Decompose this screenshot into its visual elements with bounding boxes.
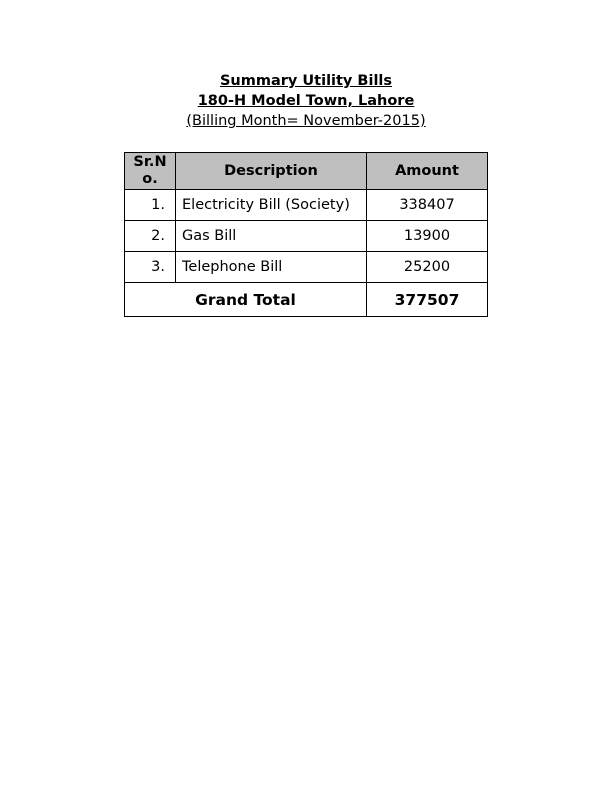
table-header-row: [125, 153, 488, 190]
row-amount: 13900: [367, 221, 488, 252]
utility-bills-table: [124, 152, 488, 317]
grand-total-label: Grand Total: [125, 283, 367, 317]
address-line: 180-H Model Town, Lahore: [197, 93, 415, 109]
document-header: [0, 71, 612, 131]
row-description: Telephone Bill: [176, 252, 367, 283]
column-header-description: Description: [176, 153, 367, 190]
table-row: [125, 190, 488, 221]
grand-total-row: [125, 283, 488, 317]
column-header-amount: Amount: [367, 153, 488, 190]
row-amount: 338407: [367, 190, 488, 221]
table-row: [125, 221, 488, 252]
document-title: Summary Utility Bills: [219, 73, 393, 89]
row-sr-no: 3.: [125, 252, 176, 283]
row-sr-no: 1.: [125, 190, 176, 221]
row-description: Gas Bill: [176, 221, 367, 252]
row-description: Electricity Bill (Society): [176, 190, 367, 221]
table-row: [125, 252, 488, 283]
grand-total-amount: 377507: [367, 283, 488, 317]
column-header-sr-no: Sr.No.: [125, 153, 176, 190]
row-amount: 25200: [367, 252, 488, 283]
row-sr-no: 2.: [125, 221, 176, 252]
billing-month-line: (Billing Month= November-2015): [186, 113, 426, 129]
